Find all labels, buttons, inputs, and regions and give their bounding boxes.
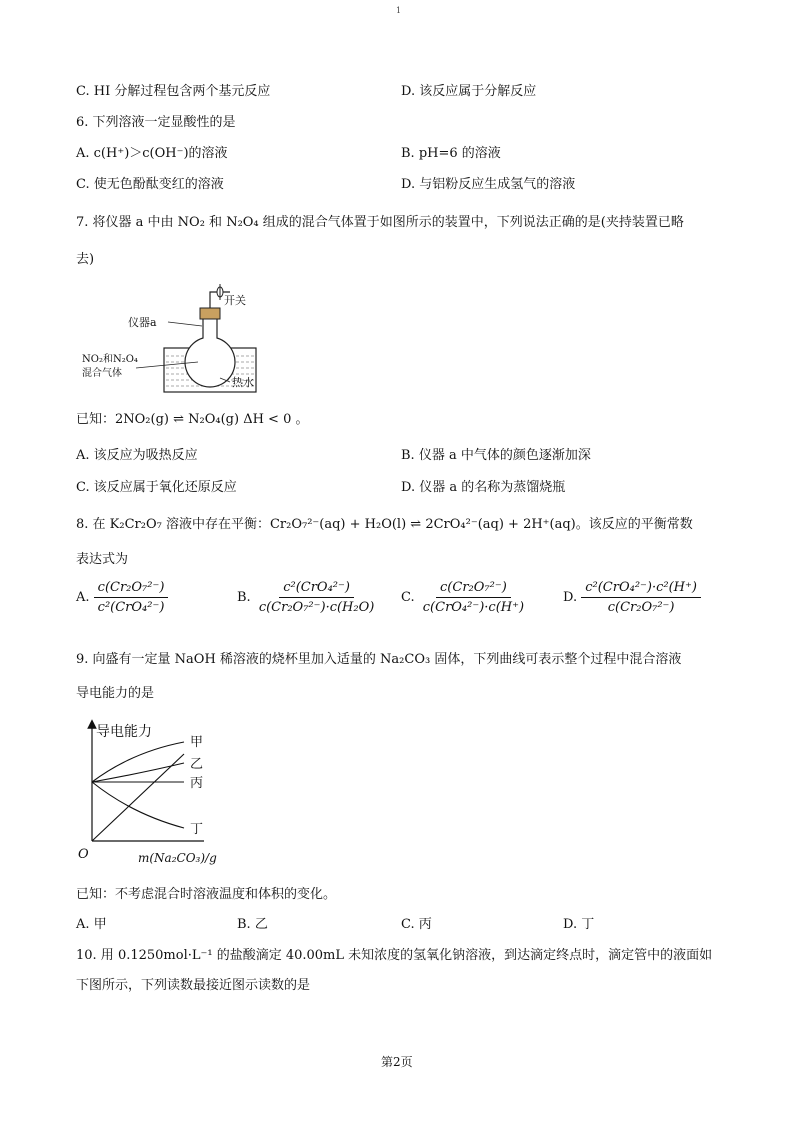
q8-stem-line1: 8. 在 K₂Cr₂O₇ 溶液中存在平衡：Cr₂O₇²⁻(aq) + H₂O(l) ⇌ 2CrO₄²⁻(aq) + 2H⁺(aq)。该反应的平衡常数 [76, 517, 693, 532]
q9-stem-line2: 导电能力的是 [76, 686, 155, 701]
denominator: c(CrO₄²⁻)·c(H⁺) [422, 600, 525, 615]
q9-option-d[interactable]: D. 丁 [563, 917, 595, 932]
y-axis-label: 导电能力 [96, 724, 152, 740]
q7-known: 已知：2NO₂(g) ⇌ N₂O₄(g) ΔH < 0 。 [76, 412, 309, 427]
q8-option-b-label: B. [237, 590, 251, 605]
label-gas-line2: 混合气体 [82, 368, 122, 379]
q7-apparatus-figure [80, 280, 280, 395]
label-jia: 甲 [190, 735, 204, 750]
q8-option-a[interactable] [76, 580, 168, 615]
numerator: c(Cr₂O₇²⁻) [94, 580, 169, 598]
q6-option-c[interactable]: C. 使无色酚酞变红的溶液 [76, 177, 224, 192]
q8-stem-line2: 表达式为 [76, 552, 129, 567]
numerator: c(Cr₂O₇²⁻) [436, 580, 511, 598]
q9-option-a[interactable]: A. 甲 [76, 917, 107, 932]
q8-option-d-fraction [581, 580, 701, 615]
q9-option-b[interactable]: B. 乙 [237, 917, 268, 932]
q8-option-b-fraction [255, 580, 379, 615]
curve-from-origin [92, 754, 184, 841]
label-instrument: 仪器a [128, 316, 157, 329]
q8-option-a-fraction [94, 580, 169, 615]
header-mark: 1 [396, 6, 402, 15]
numerator: c²(CrO₄²⁻) [279, 580, 354, 598]
q8-option-b[interactable] [237, 580, 378, 615]
stopper [200, 308, 220, 319]
curve-jia [92, 742, 184, 782]
q6-option-b[interactable]: B. pH=6 的溶液 [401, 146, 501, 161]
q8-option-d-label: D. [563, 590, 578, 605]
q9-known: 已知：不考虑混合时溶液温度和体积的变化。 [76, 887, 337, 902]
q7-option-c[interactable]: C. 该反应属于氧化还原反应 [76, 480, 237, 495]
x-axis-label: m(Na₂CO₃)/g [138, 851, 217, 865]
q5-option-c[interactable]: C. HI 分解过程包含两个基元反应 [76, 84, 271, 99]
page-number: 第2页 [381, 1055, 413, 1069]
label-hot-water: 热水 [232, 376, 254, 389]
q7-option-d[interactable]: D. 仪器 a 的名称为蒸馏烧瓶 [401, 480, 566, 495]
q6-stem: 6. 下列溶液一定显酸性的是 [76, 115, 236, 130]
denominator: c(Cr₂O₇²⁻)·c(H₂O) [258, 600, 375, 615]
label-ding: 丁 [190, 822, 204, 837]
origin-label: O [78, 847, 89, 862]
q9-stem-line1: 9. 向盛有一定量 NaOH 稀溶液的烧杯里加入适量的 Na₂CO₃ 固体，下列曲线可表示整个过程中混合溶液 [76, 652, 682, 667]
label-bing: 丙 [190, 776, 204, 791]
curve-ding [92, 782, 184, 828]
denominator: c²(CrO₄²⁻) [97, 600, 165, 615]
q7-stem-line2: 去) [76, 252, 95, 267]
q5-option-d[interactable]: D. 该反应属于分解反应 [401, 84, 537, 99]
q10-stem-line1: 10. 用 0.1250mol·L⁻¹ 的盐酸滴定 40.00mL 未知浓度的氢氧化钠溶液，到达滴定终点时，滴定管中的液面如 [76, 948, 713, 963]
q6-option-d[interactable]: D. 与铝粉反应生成氢气的溶液 [401, 177, 576, 192]
q10-stem-line2: 下图所示，下列读数最接近图示读数的是 [76, 978, 311, 993]
q8-option-d[interactable] [563, 580, 701, 615]
q8-option-c-label: C. [401, 590, 415, 605]
q6-option-a[interactable]: A. c(H⁺)＞c(OH⁻)的溶液 [76, 146, 228, 161]
q9-conductivity-graph [72, 716, 252, 868]
q8-option-a-label: A. [76, 590, 90, 605]
label-gas-line1: NO₂和N₂O₄ [82, 354, 138, 365]
q7-stem-line1: 7. 将仪器 a 中由 NO₂ 和 N₂O₄ 组成的混合气体置于如图所示的装置中，下列说法正确的是(夹持装置已略 [76, 215, 684, 230]
q7-option-a[interactable]: A. 该反应为吸热反应 [76, 448, 198, 463]
q7-option-b[interactable]: B. 仪器 a 中气体的颜色逐渐加深 [401, 448, 591, 463]
q8-option-c[interactable] [401, 580, 528, 615]
label-switch: 开关 [224, 294, 246, 307]
round-flask [185, 318, 235, 387]
numerator: c²(CrO₄²⁻)·c²(H⁺) [581, 580, 701, 598]
denominator: c(Cr₂O₇²⁻) [607, 600, 675, 615]
label-yi: 乙 [190, 757, 204, 772]
q8-option-c-fraction [419, 580, 528, 615]
q9-option-c[interactable]: C. 丙 [401, 917, 432, 932]
